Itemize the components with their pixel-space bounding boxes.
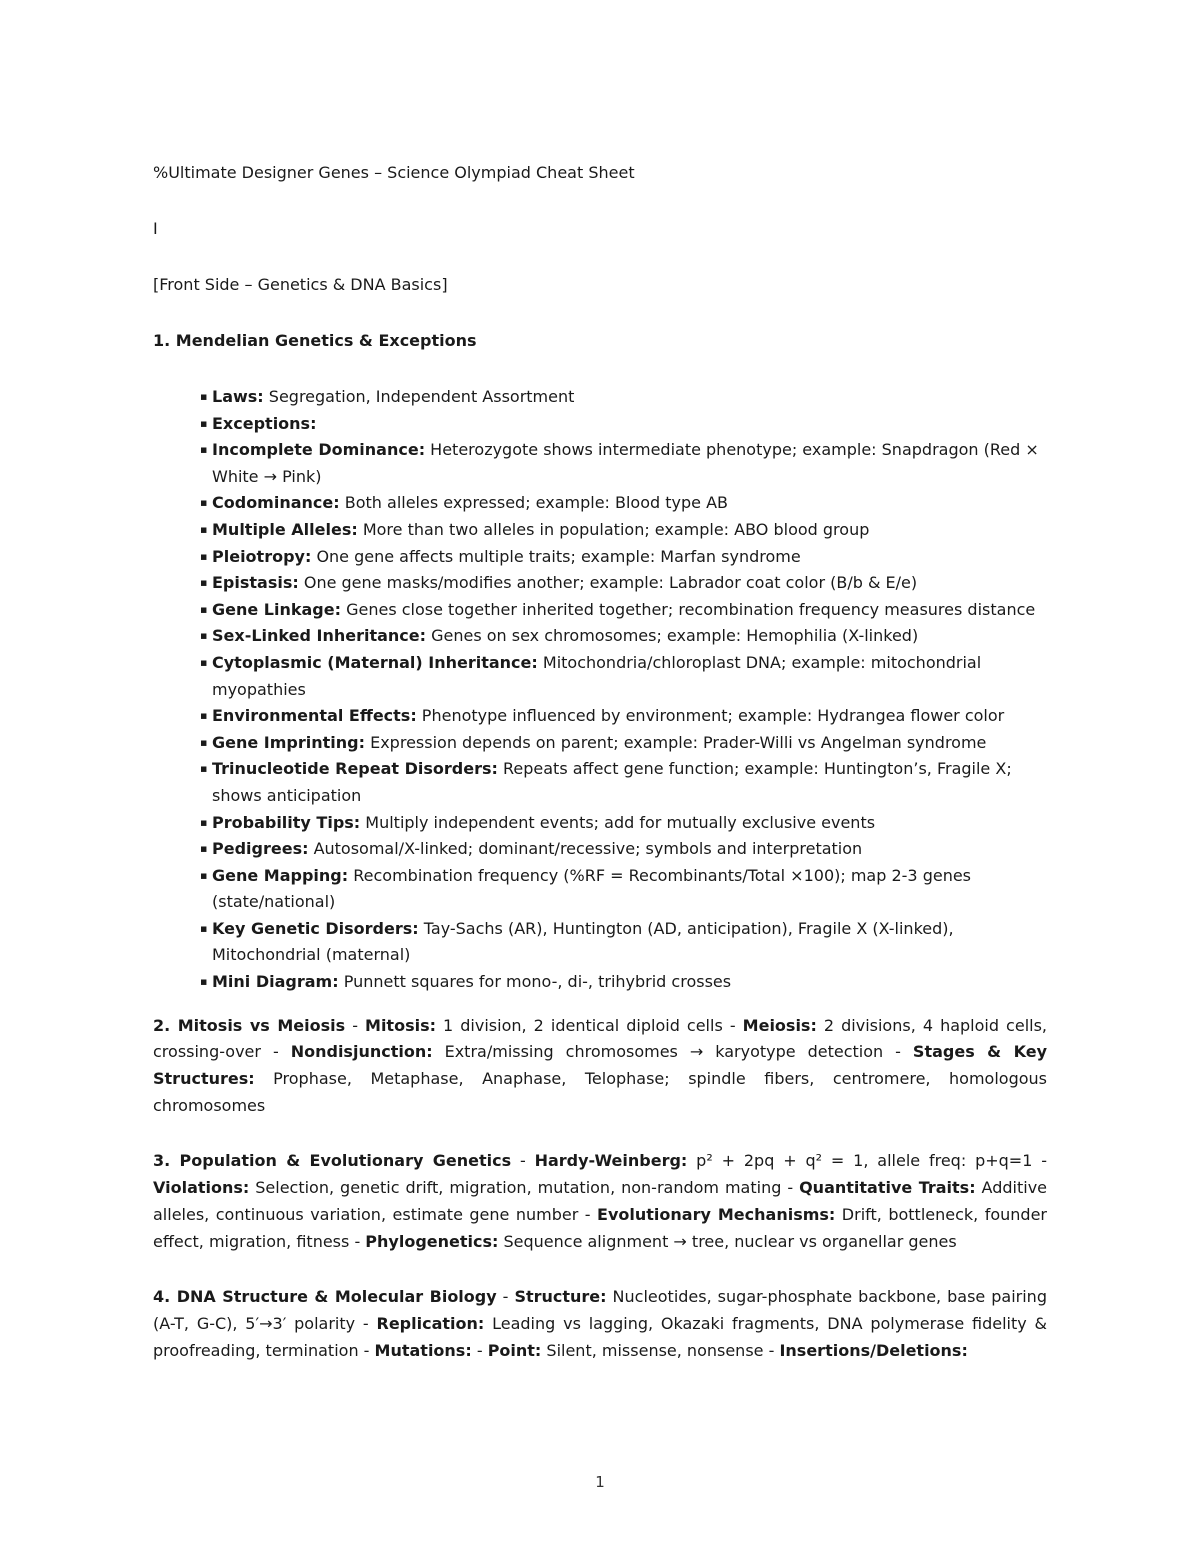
- item-label: Gene Linkage:: [212, 599, 342, 619]
- item-label: Trinucleotide Repeat Disorders:: [212, 759, 498, 779]
- section-4-heading: 4. DNA Structure & Molecular Biology: [153, 1287, 497, 1307]
- list-item: [202, 384, 1047, 411]
- item-label: Probability Tips:: [212, 812, 361, 832]
- separator: -: [345, 1015, 366, 1035]
- item-label: Pleiotropy:: [212, 546, 312, 566]
- list-item: [202, 836, 1047, 863]
- list-item: [202, 810, 1047, 837]
- list-item: [202, 650, 1047, 703]
- item-text: Expression depends on parent; example: Prader-Willi vs Angelman syndrome: [365, 732, 987, 752]
- term-text: Sequence alignment → tree, nuclear vs organellar genes: [498, 1231, 957, 1251]
- item-text: Tay-Sachs (AR), Huntington (AD, anticipation), Fragile X (X-linked), Mitochondrial (maternal): [212, 918, 954, 965]
- page-number: 1: [595, 1473, 605, 1491]
- term-text: Leading vs lagging, Okazaki fragments, DNA polymerase fidelity & proofreading, termination -: [153, 1313, 1047, 1360]
- term-label: Stages & Key Structures:: [153, 1042, 1048, 1089]
- item-label: Environmental Effects:: [212, 706, 417, 726]
- item-text: Autosomal/X-linked; dominant/recessive; symbols and interpretation: [308, 839, 863, 859]
- term-text: 1 division, 2 identical diploid cells -: [436, 1015, 743, 1035]
- list-item: [202, 969, 1047, 996]
- term-label: Point:: [487, 1340, 542, 1360]
- item-label: Multiple Alleles:: [212, 519, 358, 539]
- item-label: Mini Diagram:: [212, 972, 339, 992]
- term-label: Quantitative Traits:: [799, 1178, 976, 1198]
- list-item: [202, 517, 1047, 544]
- item-label: Codominance:: [212, 493, 340, 513]
- section-3-heading: 3. Population & Evolutionary Genetics: [153, 1151, 512, 1171]
- term-text: Drift, bottleneck, founder effect, migration, fitness -: [153, 1204, 1047, 1251]
- term-text: p² + 2pq + q² = 1, allele freq: p+q=1 -: [687, 1151, 1047, 1171]
- item-label: Key Genetic Disorders:: [212, 918, 419, 938]
- section-2-heading: 2. Mitosis vs Meiosis: [153, 1015, 346, 1035]
- item-text: Punnett squares for mono-, di-, trihybrid crosses: [338, 972, 732, 992]
- item-text: Heterozygote shows intermediate phenotype; example: Snapdragon (Red × White → Pink): [212, 440, 1039, 486]
- item-text: More than two alleles in population; example: ABO blood group: [357, 519, 870, 539]
- term-text: Additive alleles, continuous variation, estimate gene number -: [153, 1178, 1048, 1224]
- front-side-label: [Front Side – Genetics & DNA Basics]: [153, 275, 448, 294]
- section-1-list: [153, 384, 1047, 996]
- term-text: Silent, missense, nonsense -: [541, 1340, 780, 1360]
- term-text: Prophase, Metaphase, Anaphase, Telophase; spindle fibers, centromere, homologous chromosomes: [153, 1069, 1047, 1115]
- term-text: 2 divisions, 4 haploid cells, crossing-over -: [153, 1015, 1048, 1062]
- item-label: Laws:: [212, 387, 264, 406]
- item-label: Gene Imprinting:: [212, 732, 366, 752]
- item-label: Sex-Linked Inheritance:: [212, 626, 427, 646]
- term-label: Phylogenetics:: [365, 1231, 499, 1251]
- term-label: Nondisjunction:: [290, 1042, 433, 1062]
- section-2-paragraph: [153, 1013, 1047, 1120]
- term-label: Mitosis:: [365, 1015, 436, 1035]
- term-label: Replication:: [376, 1313, 485, 1333]
- page-content: [153, 160, 1047, 1364]
- item-label: Exceptions:: [212, 413, 317, 433]
- term-label: Mutations:: [374, 1340, 472, 1360]
- term-label: Hardy-Weinberg:: [534, 1151, 688, 1171]
- list-item: [202, 437, 1047, 490]
- item-text: Mitochondria/chloroplast DNA; example: mitochondrial myopathies: [212, 652, 982, 699]
- item-text: Recombination frequency (%RF = Recombinants/Total ×100); map 2-3 genes (state/national): [212, 865, 972, 912]
- list-item: [202, 703, 1047, 730]
- item-label: Cytoplasmic (Maternal) Inheritance:: [212, 652, 538, 672]
- item-text: Repeats affect gene function; example: Huntington’s, Fragile X; shows anticipation: [212, 759, 1012, 805]
- section-3-paragraph: [153, 1148, 1047, 1255]
- list-item: [202, 544, 1047, 571]
- item-text: One gene masks/modifies another; example: Labrador coat color (B/b & E/e): [298, 573, 918, 593]
- term-text: Extra/missing chromosomes → karyotype detection -: [432, 1042, 913, 1062]
- list-item: [202, 490, 1047, 517]
- term-label: Evolutionary Mechanisms:: [597, 1204, 836, 1224]
- item-text: Multiply independent events; add for mutually exclusive events: [360, 812, 876, 832]
- term-text: Selection, genetic drift, migration, mutation, non-random mating -: [249, 1178, 800, 1198]
- term-label: Insertions/Deletions:: [779, 1340, 968, 1360]
- term-label: Structure:: [514, 1287, 607, 1307]
- term-text: -: [471, 1340, 488, 1360]
- list-item: [202, 411, 1047, 438]
- list-item: [202, 863, 1047, 916]
- list-item: [202, 916, 1047, 969]
- item-label: Incomplete Dominance:: [212, 440, 426, 460]
- item-label: Epistasis:: [212, 573, 299, 593]
- list-item: [202, 756, 1047, 809]
- item-text: Segregation, Independent Assortment: [263, 387, 575, 406]
- term-label: Violations:: [153, 1178, 250, 1198]
- item-text: Phenotype influenced by environment; example: Hydrangea flower color: [416, 706, 1005, 726]
- separator: -: [496, 1287, 515, 1307]
- term-label: Meiosis:: [742, 1015, 817, 1035]
- cursor-marker: I: [153, 219, 158, 238]
- list-item: [202, 597, 1047, 624]
- item-label: Gene Mapping:: [212, 865, 349, 885]
- section-1-heading: 1. Mendelian Genetics & Exceptions: [153, 331, 477, 350]
- item-text: Genes close together inherited together; recombination frequency measures distance: [341, 599, 1036, 619]
- section-4-paragraph: [153, 1284, 1047, 1364]
- item-text: Genes on sex chromosomes; example: Hemophilia (X-linked): [426, 626, 919, 646]
- term-text: Nucleotides, sugar-phosphate backbone, base pairing (A-T, G-C), 5′→3′ polarity -: [153, 1287, 1047, 1333]
- separator: -: [511, 1151, 535, 1171]
- item-text: Both alleles expressed; example: Blood type AB: [339, 493, 728, 513]
- list-item: [202, 623, 1047, 650]
- list-item: [202, 730, 1047, 757]
- document-title: %Ultimate Designer Genes – Science Olympiad Cheat Sheet: [153, 163, 635, 182]
- item-label: Pedigrees:: [212, 839, 309, 859]
- list-item: [202, 570, 1047, 597]
- item-text: One gene affects multiple traits; example: Marfan syndrome: [311, 546, 801, 566]
